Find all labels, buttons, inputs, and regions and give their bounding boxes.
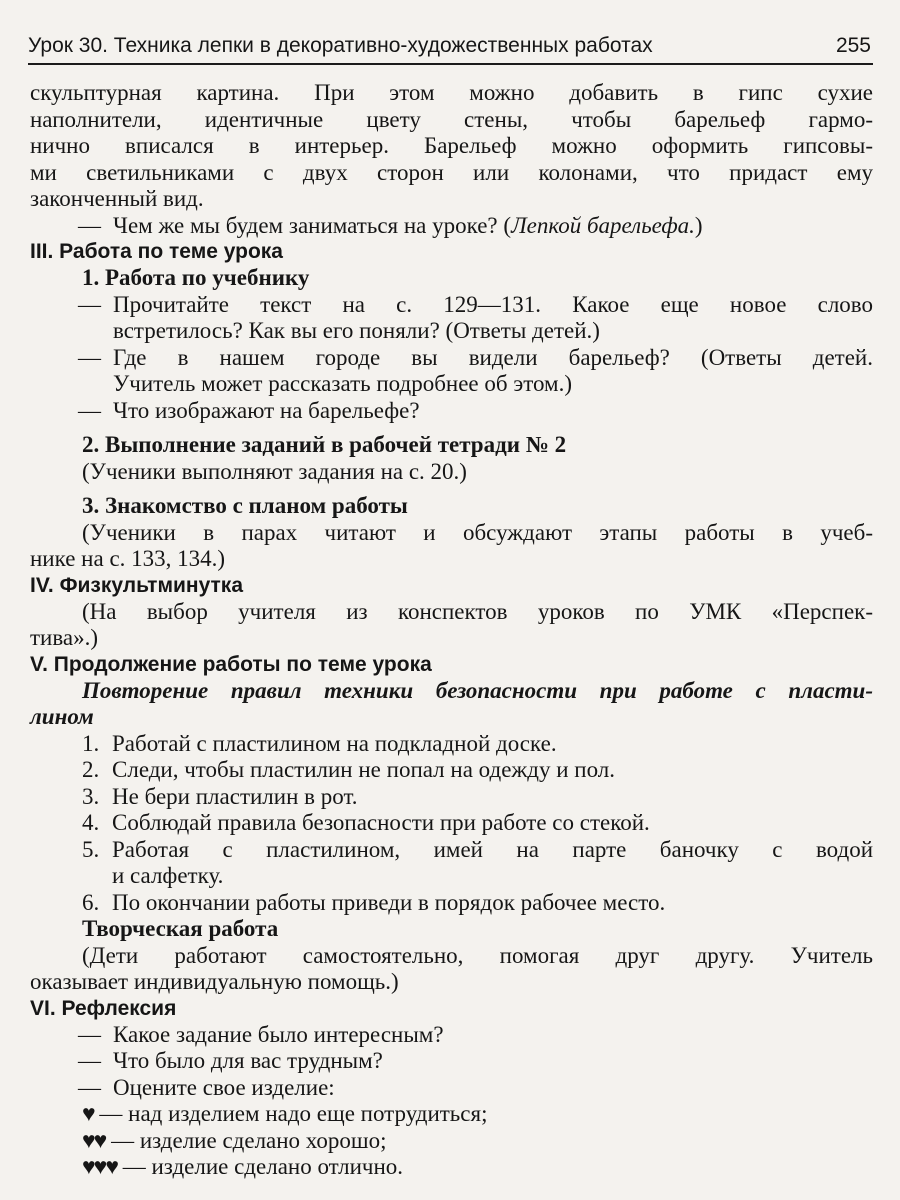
rating-row (30, 1101, 873, 1128)
dash-marker: — (78, 291, 101, 317)
rule-line: Соблюдай правила безопасности при работе со стекой. (112, 810, 650, 835)
intro-line: скульптурная картина. При этом можно добавить в гипс сухие (30, 80, 873, 105)
rating-text: — над изделием надо еще потрудиться; (93, 1101, 488, 1126)
item-line: Какое задание было интересным? (113, 1021, 444, 1047)
item-line: Что было для вас трудным? (113, 1048, 383, 1073)
subsection-title: 3. Знакомство с планом работы (82, 493, 408, 518)
rules-heading: Повторение правил техники безопасности при работе с пласти- (82, 677, 873, 703)
intro-question (30, 213, 873, 240)
rule-number: 2. (82, 757, 100, 782)
running-title: Урок 30. Техника лепки в декоративно-художественных работах (28, 34, 653, 57)
rule-item (30, 810, 873, 837)
rule-line: По окончании работы приведи в порядок рабочее место. (112, 889, 666, 915)
section-title-3: III. Работа по теме урока (30, 240, 283, 263)
paragraph-line: (Ученики в парах читают и обсуждают этапы работы в учеб- (82, 519, 873, 545)
rule-number: 1. (82, 730, 100, 756)
item-line: Учитель может рассказать подробнее об этом.) (113, 371, 572, 396)
rating-text: — изделие сделано отлично. (116, 1154, 404, 1179)
intro-line: наполнители, идентичные цвету стены, чтобы барельеф гармо- (30, 106, 873, 132)
paragraph: (Ученики выполняют задания на с. 20.) (82, 458, 467, 484)
item-line: встретилось? Как вы его поняли? (Ответы детей.) (113, 318, 600, 343)
dash-marker: — (78, 1021, 101, 1047)
rule-number: 4. (82, 810, 100, 835)
dash-marker: — (78, 1074, 101, 1100)
intro-line: ми светильниками с двух сторон или колонами, что придаст ему (30, 159, 873, 185)
rating-row (30, 1128, 873, 1155)
section-title-5: V. Продолжение работы по теме урока (30, 652, 432, 676)
header-rule (28, 63, 873, 65)
rule-item (30, 890, 873, 917)
question-close: ) (694, 212, 703, 238)
rule-line: Работая с пластилином, имей на парте баночку с водой (112, 836, 873, 862)
rule-item (30, 784, 873, 811)
rules-heading: лином (30, 704, 94, 729)
rule-line: Не бери пластилин в рот. (112, 783, 358, 809)
paragraph-line: нике на с. 133, 134.) (30, 546, 226, 571)
rule-line: Следи, чтобы пластилин не попал на одежду и пол. (112, 757, 616, 782)
rule-line: Работай с пластилином на подкладной доске. (112, 730, 557, 756)
rule-number: 6. (82, 889, 100, 915)
list-item (30, 1022, 873, 1049)
item-line: Прочитайте текст на с. 129—131. Какое еще новое слово (113, 291, 873, 317)
subsection-title: 2. Выполнение заданий в рабочей тетради № 2 (82, 432, 567, 457)
rule-item (30, 757, 873, 784)
page-content (30, 80, 873, 1181)
item-line: Что изображают на барельефе? (113, 397, 420, 423)
heart-icon: ♥♥♥ (82, 1154, 117, 1179)
paragraph-line: оказывает индивидуальную помощь.) (30, 969, 399, 994)
list-item (30, 398, 873, 425)
subsection-title: Творческая работа (82, 916, 279, 941)
intro-line: законченный вид. (30, 186, 204, 211)
rule-number: 5. (82, 836, 100, 862)
paragraph-line: тива».) (30, 625, 99, 650)
dash-marker: — (78, 212, 101, 238)
subsection-title: 1. Работа по учебнику (82, 265, 310, 290)
dash-marker: — (78, 344, 101, 370)
item-line: Оцените свое изделие: (113, 1074, 335, 1100)
question-answer: Лепкой барельефа. (511, 212, 695, 238)
heart-icon: ♥♥ (82, 1127, 106, 1153)
dash-marker: — (78, 1048, 101, 1073)
list-item (30, 345, 873, 398)
item-line: Где в нашем городе вы видели барельеф? (Ответы детей. (113, 344, 873, 370)
list-item (30, 1075, 873, 1102)
rule-item (30, 731, 873, 758)
rule-line: и салфетку. (112, 863, 224, 888)
list-item (30, 1048, 873, 1075)
section-title-4: IV. Физкультминутка (30, 573, 243, 597)
section-title-6: VI. Рефлексия (30, 996, 177, 1020)
running-header (28, 34, 871, 58)
paragraph-line: (На выбор учителя из конспектов уроков по УМК «Перспек- (82, 598, 873, 624)
question-text: Чем же мы будем заниматься на уроке? ( (113, 212, 512, 238)
intro-line: нично вписался в интерьер. Барельеф можно оформить гипсовы- (30, 133, 873, 158)
rule-item (30, 837, 873, 890)
list-item (30, 292, 873, 345)
paragraph-line: (Дети работают самостоятельно, помогая друг другу. Учитель (82, 942, 873, 968)
rule-number: 3. (82, 783, 100, 809)
rating-row (30, 1154, 873, 1181)
page-number: 255 (835, 34, 871, 57)
dash-marker: — (78, 397, 101, 423)
rating-text: — изделие сделано хорошо; (105, 1127, 387, 1153)
heart-icon: ♥ (82, 1101, 94, 1126)
